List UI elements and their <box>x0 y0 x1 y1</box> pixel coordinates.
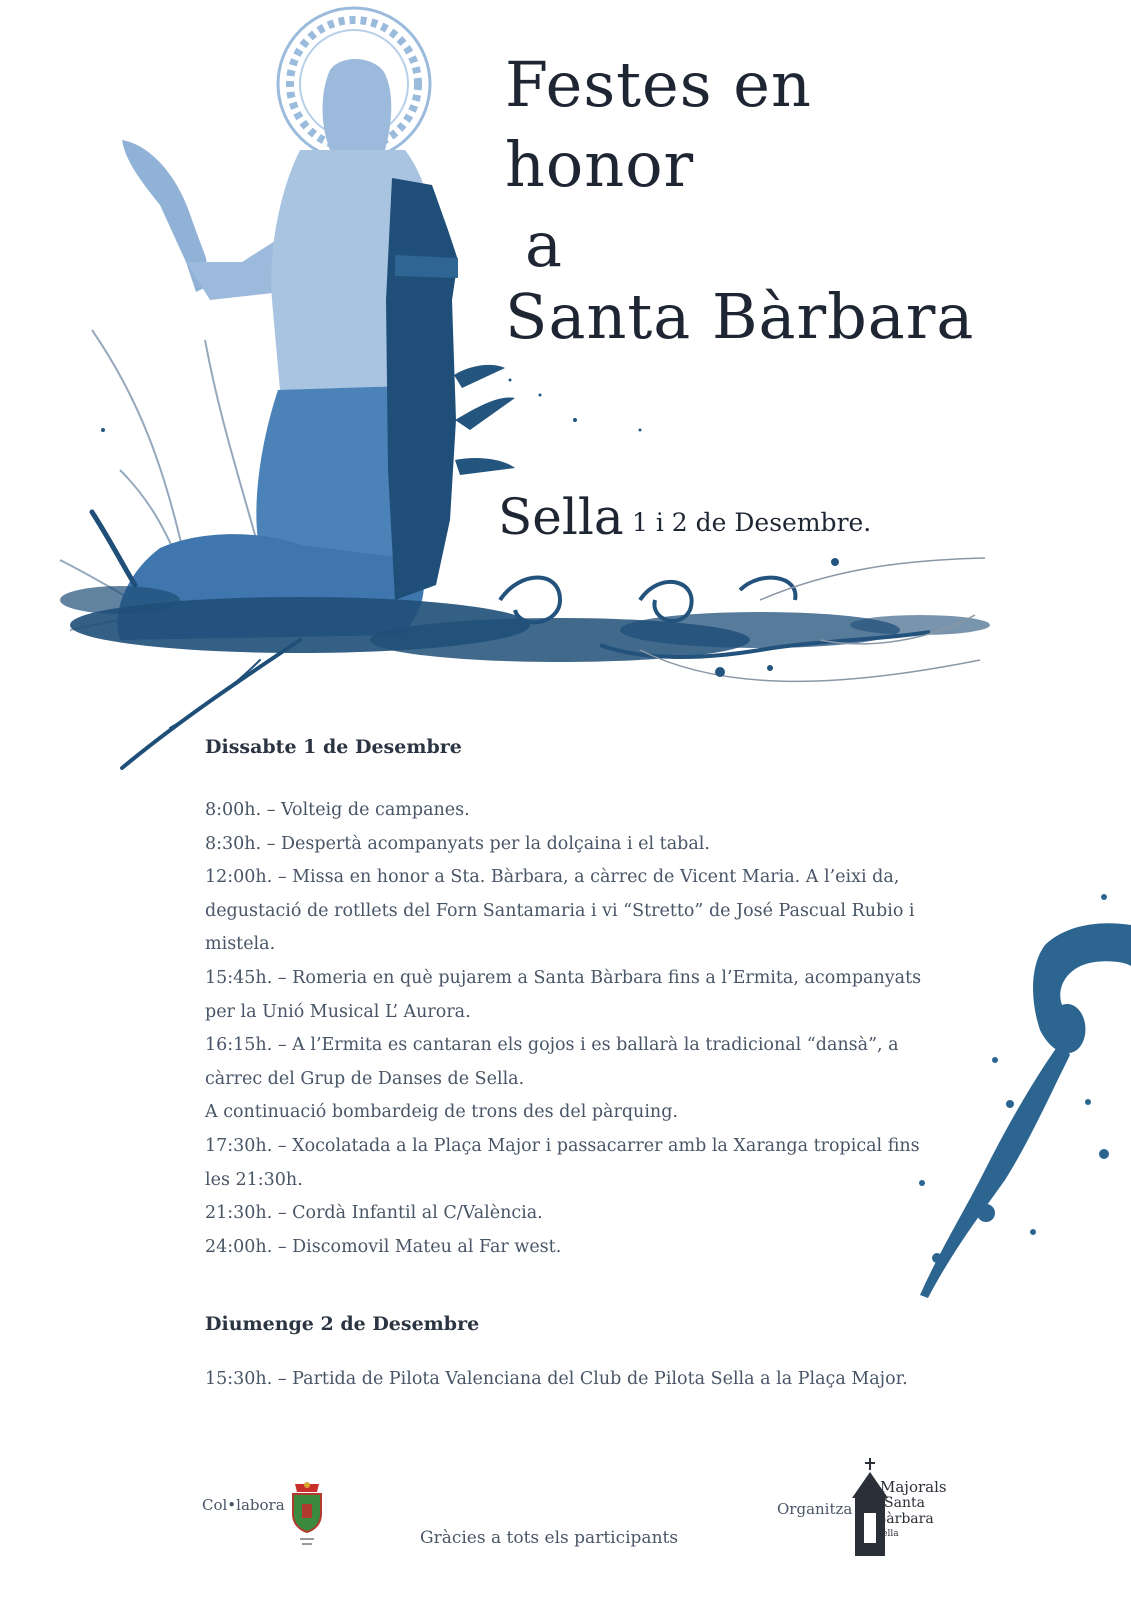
town-crest-icon <box>290 1480 324 1550</box>
collaborates-label: Col•labora <box>202 1496 285 1514</box>
logo-line-3: Bàrbara <box>876 1511 934 1527</box>
schedule-item: 8:30h. – Despertà acompanyats per la dolçaina i el tabal. <box>205 833 710 854</box>
title-line-1: Festes en <box>505 48 812 121</box>
schedule-item: 16:15h. – A l’Ermita es cantaran els gojos i es ballarà la tradicional “dansà”, a càrrec del Grup de Danses de Sella. <box>205 1035 899 1089</box>
event-dates: 1 i 2 de Desembre. <box>632 508 872 537</box>
schedule-item: 15:30h. – Partida de Pilota Valenciana del Club de Pilota Sella a la Plaça Major. <box>205 1369 908 1389</box>
organizes-label: Organitza <box>777 1500 853 1518</box>
majorals-logo <box>850 1458 945 1568</box>
ink-splash-right <box>919 894 1131 1298</box>
logo-line-1: Majorals <box>880 1478 947 1496</box>
schedule-item: 17:30h. – Xocolatada a la Plaça Major i passacarrer amb la Xaranga tropical fins les 21:30h. <box>205 1135 920 1190</box>
schedule-item: 8:00h. – Volteig de campanes. <box>205 800 470 820</box>
title-line-2: honor <box>505 128 695 201</box>
logo-line-2: Santa <box>884 1495 925 1511</box>
schedule-item: 12:00h. – Missa en honor a Sta. Bàrbara, a càrrec de Vicent Maria. A l’eixi da, degustació de rotllets del Forn Santamaria i vi “Stretto” de José Pascual Rubio i mistela. <box>205 867 915 955</box>
place-name: Sella <box>498 488 624 546</box>
day1-heading: Dissabte 1 de Desembre <box>205 736 462 758</box>
day2-schedule <box>205 1363 950 1397</box>
day2-heading: Diumenge 2 de Desembre <box>205 1313 480 1335</box>
title-line-3: a <box>525 208 563 281</box>
title-line-4: Santa Bàrbara <box>505 280 975 353</box>
schedule-item: 15:45h. – Romeria en què pujarem a Santa Bàrbara fins a l’Ermita, acompanyats per la Unió Musical L’ Aurora. <box>205 967 922 1022</box>
day1-schedule <box>205 794 950 1264</box>
schedule-item: 21:30h. – Cordà Infantil al C/València. <box>205 1203 543 1224</box>
schedule-item: 24:00h. – Discomovil Mateu al Far west. <box>205 1236 562 1257</box>
thanks-message: Gràcies a tots els participants <box>420 1528 679 1548</box>
logo-line-4: Sella <box>876 1529 899 1539</box>
schedule-item: A continuació bombardeig de trons des del pàrquing. <box>205 1102 678 1123</box>
